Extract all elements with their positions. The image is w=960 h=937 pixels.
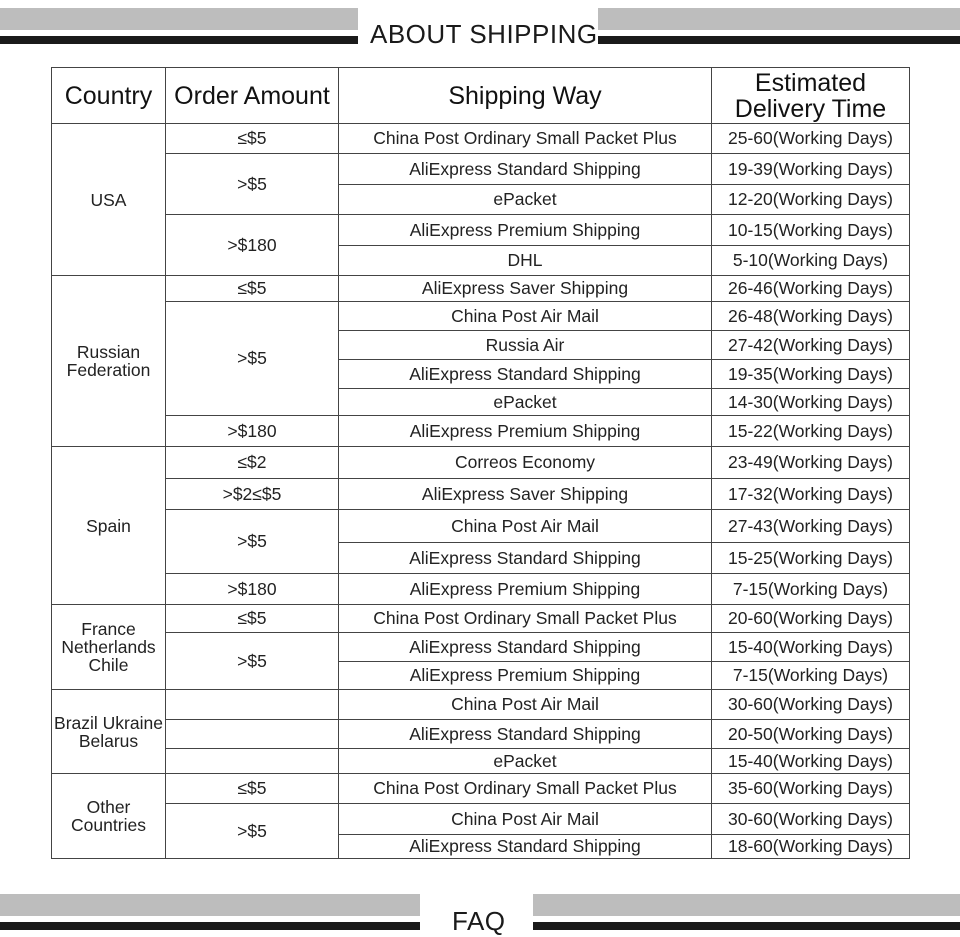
shipping-way-cell: DHL — [339, 246, 712, 276]
faq-title: FAQ — [452, 906, 506, 936]
column-header-order-amount: Order Amount — [166, 68, 339, 124]
table-row — [52, 605, 910, 633]
footer-bar-left-grey — [0, 894, 420, 916]
delivery-time-cell: 15-40(Working Days) — [712, 749, 910, 774]
table-row — [52, 510, 910, 543]
footer-bar-left-black — [0, 922, 420, 930]
column-header-country: Country — [52, 68, 166, 124]
shipping-way-cell: AliExpress Standard Shipping — [339, 543, 712, 574]
table-row — [52, 479, 910, 510]
shipping-table — [51, 67, 910, 859]
delivery-time-cell: 25-60(Working Days) — [712, 124, 910, 154]
table-row — [52, 574, 910, 605]
section-header-about-shipping — [0, 0, 960, 50]
order-amount-cell — [166, 720, 339, 749]
order-amount-cell: ≤$5 — [166, 124, 339, 154]
country-cell: France Netherlands Chile — [52, 605, 166, 690]
header-bar-right-black — [598, 36, 960, 44]
country-cell: Russian Federation — [52, 276, 166, 447]
shipping-way-cell: AliExpress Standard Shipping — [339, 633, 712, 662]
shipping-way-cell: China Post Air Mail — [339, 804, 712, 835]
shipping-way-cell: China Post Air Mail — [339, 690, 712, 720]
delivery-time-cell: 15-40(Working Days) — [712, 633, 910, 662]
shipping-way-cell: China Post Ordinary Small Packet Plus — [339, 124, 712, 154]
order-amount-cell — [166, 749, 339, 774]
shipping-way-cell: AliExpress Standard Shipping — [339, 154, 712, 185]
table-row — [52, 774, 910, 804]
header-bar-right-grey — [598, 8, 960, 30]
delivery-time-cell: 30-60(Working Days) — [712, 690, 910, 720]
delivery-time-cell: 7-15(Working Days) — [712, 662, 910, 690]
shipping-way-cell: China Post Ordinary Small Packet Plus — [339, 774, 712, 804]
shipping-way-cell: ePacket — [339, 749, 712, 774]
column-header-delivery-time: Estimated Delivery Time — [712, 68, 910, 124]
footer-bar-right-black — [533, 922, 960, 930]
delivery-time-cell: 15-25(Working Days) — [712, 543, 910, 574]
shipping-way-cell: Russia Air — [339, 331, 712, 360]
table-row — [52, 633, 910, 662]
header-bar-left-black — [0, 36, 358, 44]
shipping-way-cell: AliExpress Standard Shipping — [339, 720, 712, 749]
table-row — [52, 749, 910, 774]
delivery-time-cell: 12-20(Working Days) — [712, 185, 910, 215]
shipping-way-cell: AliExpress Standard Shipping — [339, 360, 712, 389]
order-amount-cell: ≤$5 — [166, 774, 339, 804]
order-amount-cell: >$5 — [166, 510, 339, 574]
delivery-time-cell: 30-60(Working Days) — [712, 804, 910, 835]
delivery-time-cell: 19-39(Working Days) — [712, 154, 910, 185]
order-amount-cell: >$5 — [166, 302, 339, 416]
delivery-time-cell: 27-42(Working Days) — [712, 331, 910, 360]
order-amount-cell: >$5 — [166, 804, 339, 859]
shipping-way-cell: ePacket — [339, 185, 712, 215]
shipping-way-cell: China Post Ordinary Small Packet Plus — [339, 605, 712, 633]
table-row — [52, 276, 910, 302]
shipping-way-cell: AliExpress Standard Shipping — [339, 835, 712, 859]
country-cell: Brazil Ukraine Belarus — [52, 690, 166, 774]
shipping-way-cell: AliExpress Premium Shipping — [339, 574, 712, 605]
shipping-way-cell: China Post Air Mail — [339, 510, 712, 543]
table-row — [52, 215, 910, 246]
order-amount-cell: >$5 — [166, 633, 339, 690]
table-header-row — [52, 68, 910, 124]
delivery-time-cell: 26-48(Working Days) — [712, 302, 910, 331]
delivery-time-cell: 17-32(Working Days) — [712, 479, 910, 510]
order-amount-cell: ≤$5 — [166, 605, 339, 633]
order-amount-cell — [166, 690, 339, 720]
shipping-way-cell: ePacket — [339, 389, 712, 416]
page-title: ABOUT SHIPPING — [370, 19, 598, 49]
delivery-time-cell: 26-46(Working Days) — [712, 276, 910, 302]
delivery-time-cell: 7-15(Working Days) — [712, 574, 910, 605]
delivery-time-cell: 18-60(Working Days) — [712, 835, 910, 859]
delivery-time-cell: 19-35(Working Days) — [712, 360, 910, 389]
shipping-way-cell: AliExpress Saver Shipping — [339, 276, 712, 302]
delivery-time-cell: 35-60(Working Days) — [712, 774, 910, 804]
delivery-time-cell: 20-50(Working Days) — [712, 720, 910, 749]
footer-bar-right-grey — [533, 894, 960, 916]
shipping-way-cell: China Post Air Mail — [339, 302, 712, 331]
table-row — [52, 154, 910, 185]
country-cell: USA — [52, 124, 166, 276]
order-amount-cell: >$2≤$5 — [166, 479, 339, 510]
shipping-way-cell: AliExpress Premium Shipping — [339, 416, 712, 447]
header-bar-left-grey — [0, 8, 358, 30]
table-row — [52, 447, 910, 479]
country-cell: Spain — [52, 447, 166, 605]
table-row — [52, 124, 910, 154]
order-amount-cell: >$180 — [166, 416, 339, 447]
delivery-time-cell: 20-60(Working Days) — [712, 605, 910, 633]
delivery-time-cell: 10-15(Working Days) — [712, 215, 910, 246]
shipping-way-cell: AliExpress Premium Shipping — [339, 662, 712, 690]
delivery-time-cell: 15-22(Working Days) — [712, 416, 910, 447]
order-amount-cell: ≤$2 — [166, 447, 339, 479]
table-row — [52, 804, 910, 835]
delivery-time-cell: 23-49(Working Days) — [712, 447, 910, 479]
delivery-time-cell: 5-10(Working Days) — [712, 246, 910, 276]
shipping-way-cell: Correos Economy — [339, 447, 712, 479]
order-amount-cell: >$180 — [166, 215, 339, 276]
table-row — [52, 416, 910, 447]
column-header-shipping-way: Shipping Way — [339, 68, 712, 124]
table-row — [52, 302, 910, 331]
section-header-faq — [0, 884, 960, 934]
table-row — [52, 690, 910, 720]
table-row — [52, 720, 910, 749]
order-amount-cell: >$5 — [166, 154, 339, 215]
country-cell: Other Countries — [52, 774, 166, 859]
order-amount-cell: >$180 — [166, 574, 339, 605]
delivery-time-cell: 27-43(Working Days) — [712, 510, 910, 543]
shipping-way-cell: AliExpress Saver Shipping — [339, 479, 712, 510]
delivery-time-cell: 14-30(Working Days) — [712, 389, 910, 416]
order-amount-cell: ≤$5 — [166, 276, 339, 302]
shipping-way-cell: AliExpress Premium Shipping — [339, 215, 712, 246]
